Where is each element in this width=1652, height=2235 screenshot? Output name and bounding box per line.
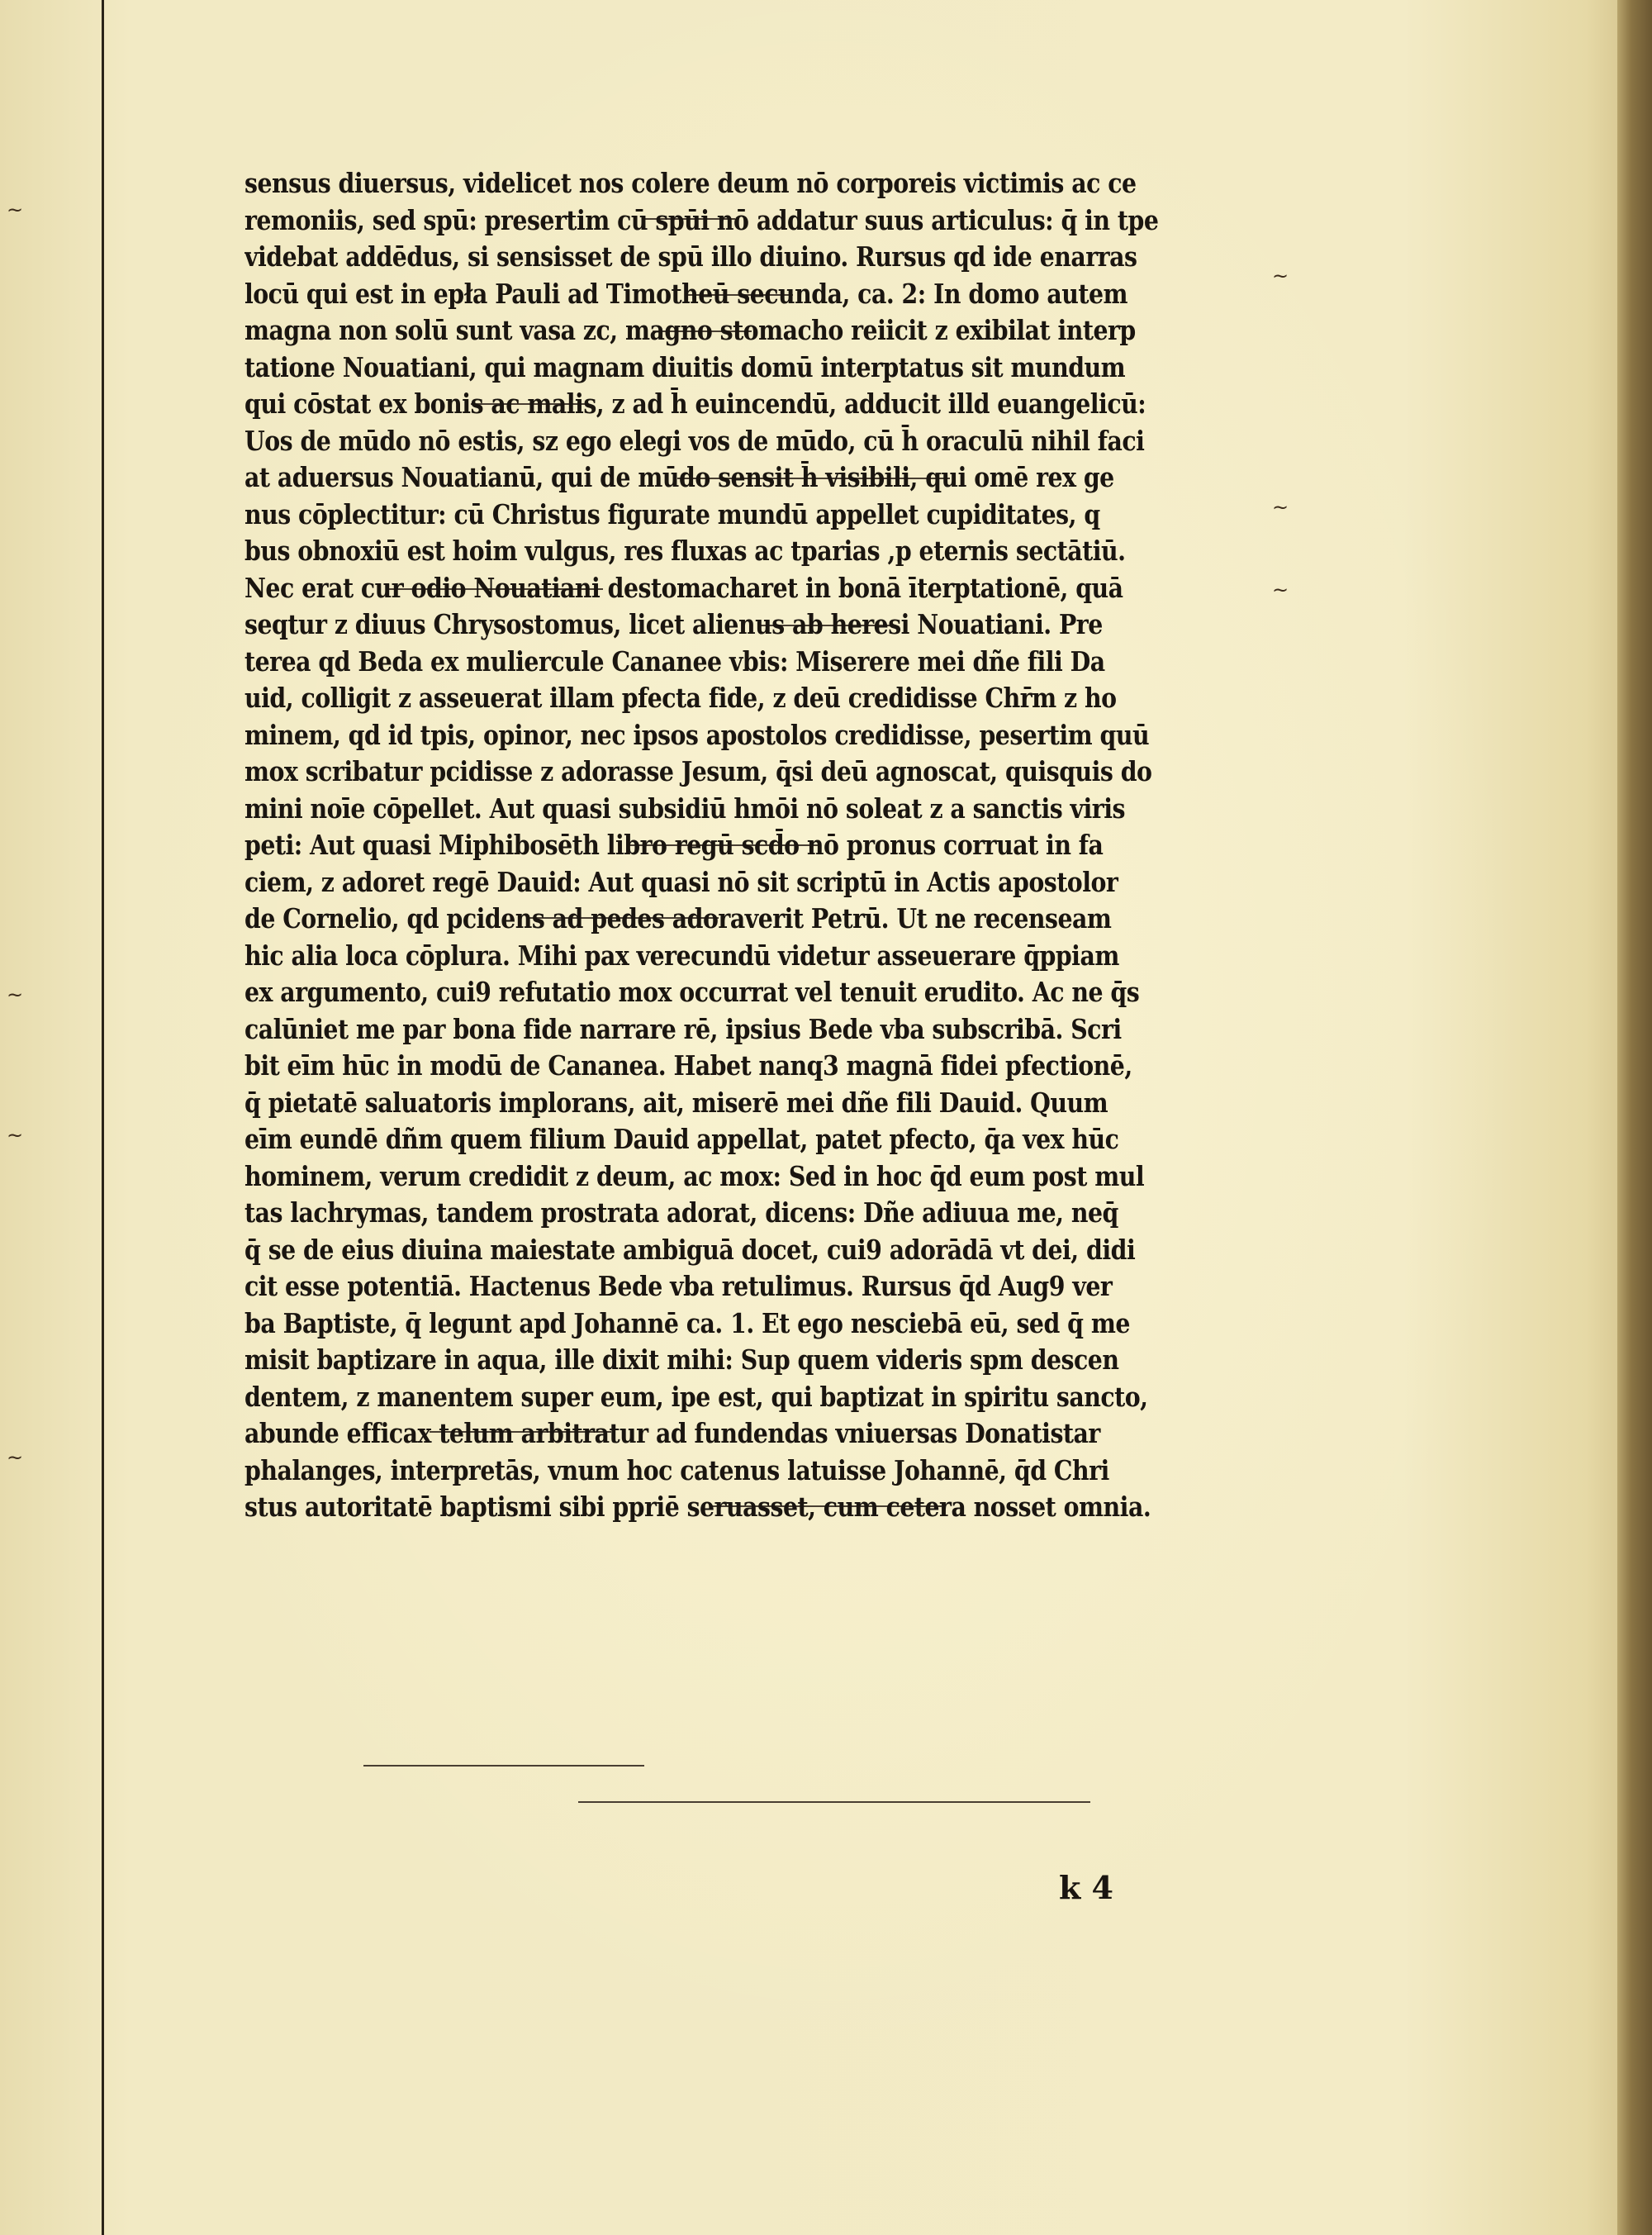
text-line: q̄ se de eius diuina maiestate ambiguā docet, cui9 adorādā vt dei, didi [244, 1233, 1136, 1266]
text-line: sensus diuersus, videlicet nos colere deum nō corporeis victimis ac ce [244, 167, 1137, 199]
text-line: seqtur z diuus Chrysostomus, licet alienus ab heresi Nouatiani. Pre [244, 608, 1103, 640]
main-text-block [244, 165, 1285, 1526]
margin-mark: ~ [7, 1446, 24, 1469]
text-line: terea qd Beda ex muliercule Cananee vbis: Miserere mei dñe fili Da [244, 644, 1105, 678]
text-line: ex argumento, cui9 refutatio mox occurrat vel tenuit erudito. Ac ne q̄s [244, 976, 1140, 1008]
text-line: ba Baptiste, q̄ legunt apd Johannē ca. 1. Et ego nesciebā eū, sed q̄ me [244, 1306, 1130, 1339]
margin-mark: ~ [1272, 496, 1289, 519]
margin-mark: ~ [7, 198, 24, 221]
text-line: stus autoritatē baptismi sibi ppriē seruasset, cum cetera nosset omnia. [244, 1491, 1151, 1523]
text-line: bus obnoxiū est hoim vulgus, res fluxas ac tparias ,p eternis sectātiū. [244, 535, 1126, 567]
text-line: remoniis, sed spū: presertim cū spūi nō addatur suus articulus: q̄ in tpe [244, 203, 1159, 236]
margin-mark: ~ [7, 983, 24, 1006]
gutter-line-left [102, 0, 104, 2235]
text-line: qui cōstat ex bonis ac malis, z ad h̄ euincendū, adducit illd euangelicū: [244, 388, 1146, 420]
ink-underline [363, 1765, 644, 1767]
text-line: mini noīe cōpellet. Aut quasi subsidiū hmōi nō soleat z a sanctis viris [244, 792, 1125, 825]
text-line: cit esse potentiā. Hactenus Bede vba retulimus. Rursus q̄d Aug9 ver [244, 1270, 1113, 1302]
text-line: Nec erat cur odio Nouatiani destomacharet in bonā īterptationē, quā [244, 571, 1123, 604]
margin-mark: ~ [1272, 264, 1289, 288]
text-line: dentem, z manentem super eum, ipe est, qui baptizat in spiritu sancto, [244, 1380, 1148, 1413]
text-line: de Cornelio, qd pcidens ad pedes adoraverit Petrū. Ut ne recenseam [244, 902, 1112, 934]
text-line: eīm eundē dñm quem filium Dauid appellat, patet pfecto, q̄a vex hūc [244, 1123, 1119, 1155]
text-line: mox scribatur pcidisse z adorasse Jesum, q̄si deū agnoscat, quisquis do [244, 755, 1152, 787]
text-line: q̄ pietatē saluatoris implorans, ait, miserē mei dñe fili Dauid. Quum [244, 1086, 1108, 1119]
signature-mark: k 4 [1059, 1869, 1113, 1906]
text-line: phalanges, interpretās, vnum hoc catenus latuisse Johannē, q̄d Chri [244, 1453, 1109, 1486]
text-line: ciem, z adoret regē Dauid: Aut quasi nō sit scriptū in Actis apostolor [244, 865, 1118, 898]
text-line: calūniet me par bona fide narrare rē, ipsius Bede vba subscribā. Scri [244, 1012, 1122, 1045]
text-line: at aduersus Nouatianū, qui de mūdo sensit h̄ visibili, qui omē rex ge [244, 461, 1114, 493]
text-line: misit baptizare in aqua, ille dixit mihi: Sup quem videris spm descen [244, 1343, 1119, 1376]
text-line: Uos de mūdo nō estis, sz ego elegi vos de mūdo, cū h̄ oraculū nihil faci [244, 424, 1145, 457]
margin-mark: ~ [7, 1124, 24, 1147]
text-line: magna non solū sunt vasa zc, magno stomacho reiicit z exibilat interp [244, 314, 1136, 346]
text-line: tatione Nouatiani, qui magnam diuitis domū interptatus sit mundum [244, 350, 1126, 383]
text-line: abunde efficax telum arbitratur ad fundendas vniuersas Donatistar [244, 1417, 1100, 1449]
text-line: minem, qd id tpis, opinor, nec ipsos apostolos credidisse, pesertim quū [244, 718, 1150, 751]
text-line: uid, colligit z asseuerat illam pfecta fide, z deū credidisse Chr̄m z ho [244, 682, 1117, 714]
page-edge [1617, 0, 1652, 2235]
text-line: bit eīm hūc in modū de Cananea. Habet nanq3 magnā fidei pfectionē, [244, 1049, 1132, 1082]
margin-mark: ~ [1272, 578, 1289, 602]
text-line: videbat addēdus, si sensisset de spū illo diuino. Rursus qd ide enarras [244, 240, 1137, 273]
ink-underline [578, 1801, 1090, 1803]
text-line: tas lachrymas, tandem prostrata adorat, dicens: Dñe adiuua me, neq̄ [244, 1196, 1118, 1229]
text-line: hominem, verum credidit z deum, ac mox: Sed in hoc q̄d eum post mul [244, 1159, 1145, 1192]
text-line: peti: Aut quasi Miphibosēth libro regū scd̄o nō pronus corruat in fa [244, 829, 1104, 861]
text-line: locū qui est in epła Pauli ad Timotheū secunda, ca. 2: In domo autem [244, 277, 1128, 310]
text-line: nus cōplectitur: cū Christus figurate mundū appellet cupiditates, q [244, 497, 1100, 530]
text-line: hic alia loca cōplura. Mihi pax verecundū videtur asseuerare q̄ppiam [244, 939, 1119, 972]
